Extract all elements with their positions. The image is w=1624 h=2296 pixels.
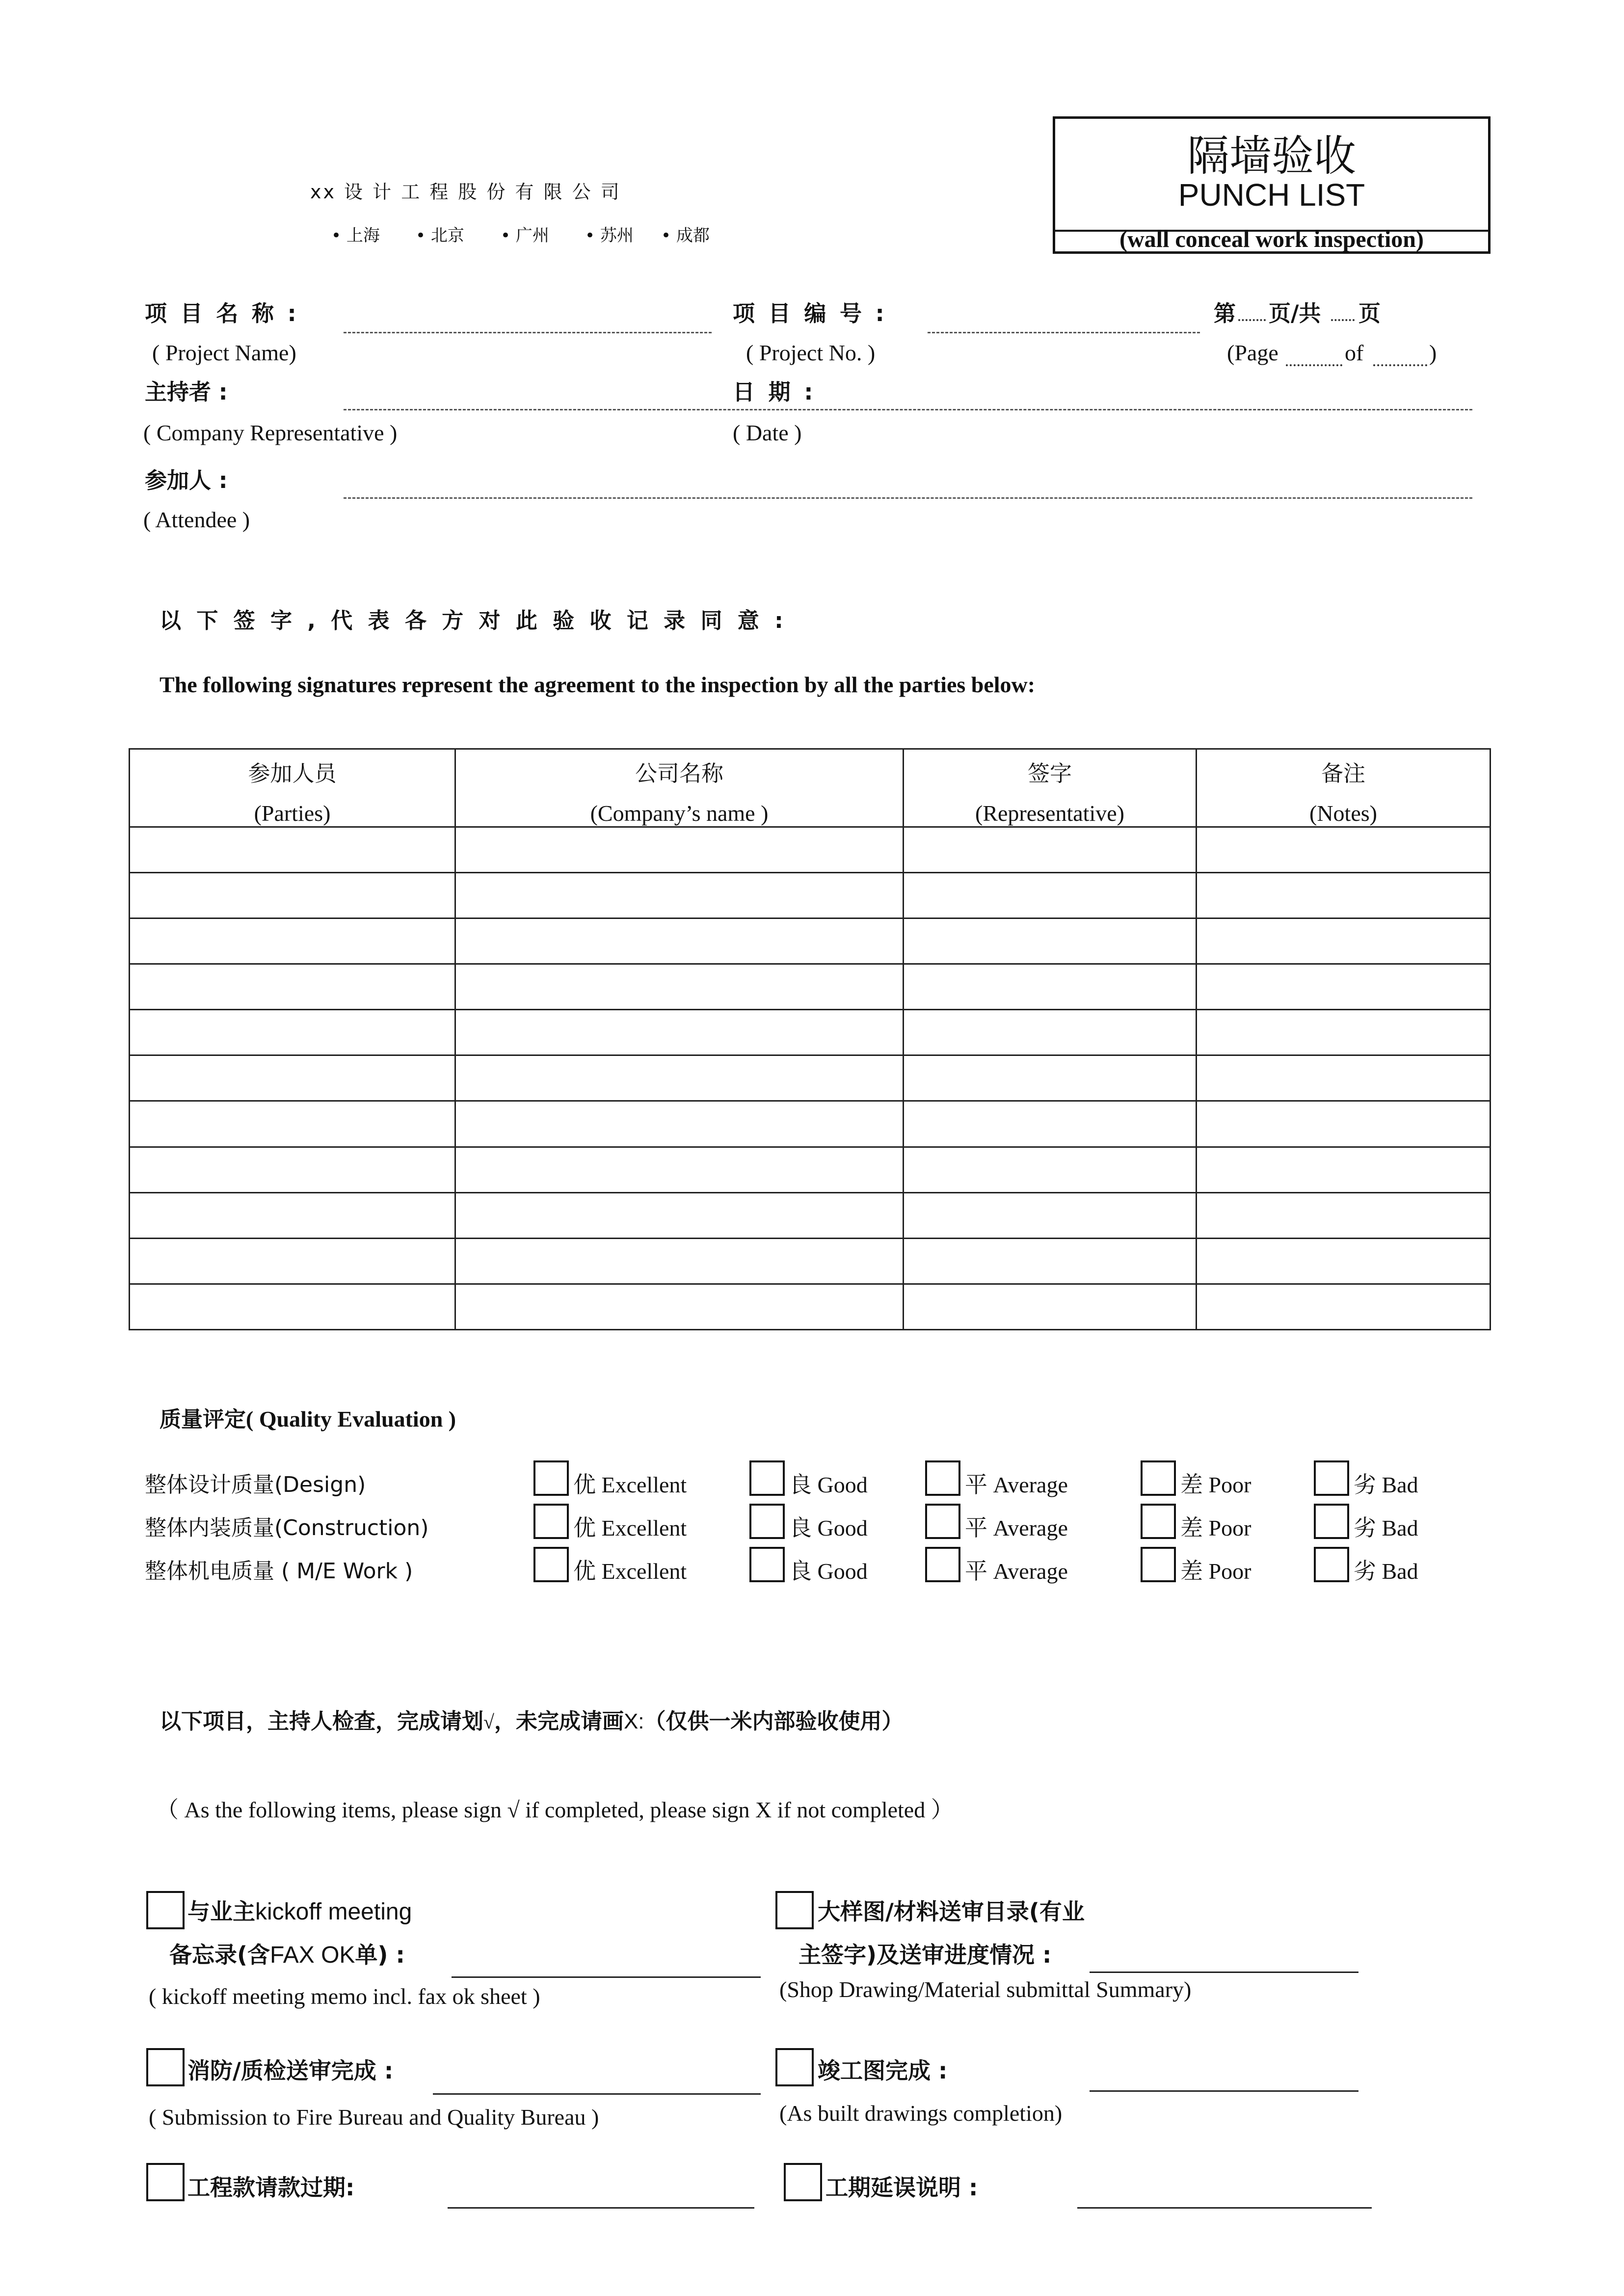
project-name-field[interactable]	[344, 332, 712, 333]
cell-company[interactable]	[455, 1284, 904, 1329]
table-row	[130, 873, 1491, 918]
cell-notes[interactable]	[1197, 1147, 1491, 1192]
cell-notes[interactable]	[1197, 1192, 1491, 1238]
schedule-delay-checkbox[interactable]	[784, 2163, 822, 2201]
option-label: 平 Average	[965, 1514, 1068, 1541]
payment-request-checkbox[interactable]	[146, 2163, 185, 2201]
title-cn: 隔墙验收	[1187, 132, 1356, 181]
city-chengdu: • 成都	[661, 226, 710, 245]
cell-parties[interactable]	[130, 1192, 455, 1238]
cell-parties[interactable]	[130, 1284, 455, 1329]
cell-parties[interactable]	[130, 1101, 455, 1147]
cell-parties[interactable]	[130, 1238, 455, 1284]
cell-notes[interactable]	[1197, 964, 1491, 1010]
design-bad-checkbox[interactable]	[1314, 1460, 1349, 1496]
project-no-label: 项 目 编 号 :	[733, 300, 887, 326]
fire-quality-submission-field[interactable]	[433, 2093, 761, 2095]
page-en-total-field[interactable]	[1373, 364, 1427, 366]
title-en: PUNCH LIST	[1178, 177, 1365, 213]
cell-notes[interactable]	[1197, 1284, 1491, 1329]
kickoff-memo-field[interactable]	[452, 1976, 761, 1978]
shop-drawing-label-line2: 主签字)及送审进度情况 :	[799, 1942, 1052, 1968]
table-row	[130, 1010, 1491, 1055]
cell-notes[interactable]	[1197, 918, 1491, 964]
page-en-number-field[interactable]	[1286, 364, 1342, 366]
fire-quality-submission-en: ( Submission to Fire Bureau and Quality Bureau )	[149, 2105, 599, 2130]
option-label: 劣 Bad	[1354, 1471, 1418, 1498]
option-label: 优 Excellent	[573, 1558, 687, 1584]
host-date-field[interactable]	[344, 409, 1472, 410]
quality-title-en: ( Quality Evaluation )	[246, 1406, 456, 1432]
me-good-checkbox[interactable]	[749, 1547, 785, 1582]
table-row	[130, 1192, 1491, 1238]
cell-representative[interactable]	[904, 1147, 1197, 1192]
option-label: 优 Excellent	[573, 1514, 687, 1541]
cell-company[interactable]	[455, 1101, 904, 1147]
col-company: 公司名称 (Company’s name )	[455, 749, 904, 827]
page-en-3: )	[1429, 340, 1437, 365]
date-label: 日 期 :	[733, 379, 816, 405]
table-row	[130, 827, 1491, 873]
city-suzhou: • 苏州	[585, 226, 634, 245]
cell-company[interactable]	[455, 1192, 904, 1238]
fire-quality-submission-checkbox[interactable]	[146, 2048, 185, 2086]
construction-good-checkbox[interactable]	[749, 1504, 785, 1539]
me-poor-checkbox[interactable]	[1141, 1547, 1176, 1582]
title-subtitle: (wall conceal work inspection)	[1119, 226, 1424, 252]
design-poor-checkbox[interactable]	[1141, 1460, 1176, 1496]
cell-company[interactable]	[455, 827, 904, 873]
cell-notes[interactable]	[1197, 1101, 1491, 1147]
table-row	[130, 1284, 1491, 1329]
signature-table	[129, 748, 1491, 1330]
cell-representative[interactable]	[904, 1101, 1197, 1147]
cell-representative[interactable]	[904, 918, 1197, 964]
cell-representative[interactable]	[904, 964, 1197, 1010]
quality-title-cn: 质量评定	[160, 1407, 246, 1432]
city-guangzhou: • 广州	[501, 226, 549, 245]
attendee-label: 参加人 :	[145, 467, 228, 493]
cell-parties[interactable]	[130, 918, 455, 964]
cell-notes[interactable]	[1197, 873, 1491, 918]
option-label: 优 Excellent	[573, 1471, 687, 1498]
cell-parties[interactable]	[130, 964, 455, 1010]
option-label: 差 Poor	[1180, 1471, 1251, 1498]
kickoff-memo-label-line1: 与业主kickoff meeting	[187, 1898, 412, 1925]
table-header-row	[130, 749, 1491, 827]
option-label: 良 Good	[789, 1471, 868, 1498]
kickoff-memo-checkbox[interactable]	[146, 1891, 185, 1929]
cell-parties[interactable]	[130, 1147, 455, 1192]
project-name-label: 项 目 名 称 :	[145, 300, 299, 326]
title-box	[1053, 116, 1491, 254]
option-label: 差 Poor	[1180, 1558, 1251, 1584]
cell-company[interactable]	[455, 873, 904, 918]
cell-notes[interactable]	[1197, 1055, 1491, 1101]
attendee-field[interactable]	[344, 497, 1472, 499]
as-built-drawings-en: (As built drawings completion)	[779, 2101, 1063, 2126]
shop-drawing-field[interactable]	[1090, 1972, 1358, 1973]
cell-notes[interactable]	[1197, 1238, 1491, 1284]
project-name-en: ( Project Name)	[152, 340, 296, 365]
cell-parties[interactable]	[130, 827, 455, 873]
quality-row-label: 整体设计质量(Design)	[145, 1472, 366, 1497]
me-excellent-checkbox[interactable]	[533, 1547, 569, 1582]
quality-row-label: 整体机电质量 ( M/E Work )	[145, 1559, 413, 1584]
page-label-3: 页	[1358, 300, 1381, 326]
table-row	[130, 1147, 1491, 1192]
kickoff-memo-label-line2: 备忘录(含FAX OK单) :	[169, 1942, 405, 1968]
cell-company[interactable]	[455, 918, 904, 964]
cell-parties[interactable]	[130, 1010, 455, 1055]
as-built-drawings-checkbox[interactable]	[775, 2048, 814, 2086]
shop-drawing-checkbox[interactable]	[775, 1891, 814, 1929]
cell-representative[interactable]	[904, 1192, 1197, 1238]
page-total-field[interactable]	[1331, 319, 1355, 321]
kickoff-memo-en: ( kickoff meeting memo incl. fax ok sheet )	[149, 1984, 540, 2009]
quality-title	[160, 1402, 456, 1433]
cell-representative[interactable]	[904, 1284, 1197, 1329]
construction-bad-checkbox[interactable]	[1314, 1504, 1349, 1539]
option-label: 良 Good	[789, 1514, 868, 1541]
table-row	[130, 918, 1491, 964]
signature-statement-cn: 以 下 签 字 , 代 表 各 方 对 此 验 收 记 录 同 意 :	[160, 608, 787, 633]
payment-request-field[interactable]	[448, 2207, 754, 2209]
host-en: ( Company Representative )	[143, 420, 398, 445]
me-average-checkbox[interactable]	[925, 1547, 960, 1582]
schedule-delay-field[interactable]	[1077, 2207, 1372, 2209]
checklist-instruction-cn: 以下项目，主持人检查，完成请划√，未完成请画X:（仅供一米内部验收使用）	[160, 1709, 904, 1734]
design-excellent-checkbox[interactable]	[533, 1460, 569, 1496]
host-label: 主持者 :	[145, 379, 228, 405]
cell-company[interactable]	[455, 964, 904, 1010]
cell-company[interactable]	[455, 1010, 904, 1055]
page-label-1: 第	[1214, 300, 1236, 326]
page-number-field[interactable]	[1238, 319, 1266, 321]
table-row	[130, 1101, 1491, 1147]
cell-representative[interactable]	[904, 1238, 1197, 1284]
cell-representative[interactable]	[904, 827, 1197, 873]
city-shanghai: • 上海	[331, 226, 380, 245]
project-no-en: ( Project No. )	[746, 340, 876, 365]
option-label: 劣 Bad	[1354, 1514, 1418, 1541]
cell-notes[interactable]	[1197, 1010, 1491, 1055]
option-label: 平 Average	[965, 1558, 1068, 1584]
cell-representative[interactable]	[904, 1010, 1197, 1055]
payment-request-label: 工程款请款过期:	[187, 2174, 355, 2201]
col-notes: 备注 (Notes)	[1197, 749, 1491, 827]
cell-company[interactable]	[455, 1147, 904, 1192]
city-beijing: • 北京	[416, 226, 464, 245]
cell-representative[interactable]	[904, 873, 1197, 918]
me-bad-checkbox[interactable]	[1314, 1547, 1349, 1582]
construction-excellent-checkbox[interactable]	[533, 1504, 569, 1539]
table-row	[130, 964, 1491, 1010]
table-row	[130, 1238, 1491, 1284]
attendee-en: ( Attendee )	[143, 507, 250, 532]
option-label: 差 Poor	[1180, 1514, 1251, 1541]
fire-quality-submission-label: 消防/质检送审完成 :	[187, 2057, 394, 2084]
shop-drawing-en: (Shop Drawing/Material submittal Summary)	[779, 1977, 1192, 2002]
construction-average-checkbox[interactable]	[925, 1504, 960, 1539]
design-good-checkbox[interactable]	[749, 1460, 785, 1496]
cell-notes[interactable]	[1197, 827, 1491, 873]
table-row	[130, 1055, 1491, 1101]
option-label: 劣 Bad	[1354, 1558, 1418, 1584]
col-representative: 签字 (Representative)	[904, 749, 1197, 827]
option-label: 良 Good	[789, 1558, 868, 1584]
cell-parties[interactable]	[130, 873, 455, 918]
signature-statement-en: The following signatures represent the agreement to the inspection by all the parties below:	[160, 672, 1036, 697]
page-label-2: 页/共	[1269, 300, 1321, 326]
page-en-2: of	[1345, 340, 1364, 365]
quality-row-label: 整体内装质量(Construction)	[145, 1515, 429, 1540]
schedule-delay-label: 工期延误说明 :	[825, 2174, 978, 2201]
checklist-instruction-en: （ As the following items, please sign √ if completed, please sign X if not completed ）	[156, 1797, 954, 1822]
option-label: 平 Average	[965, 1471, 1068, 1498]
company-name: xx 设 计 工 程 股 份 有 限 公 司	[310, 181, 621, 203]
cell-company[interactable]	[455, 1238, 904, 1284]
shop-drawing-label-line1: 大样图/材料送审目录(有业	[818, 1898, 1085, 1925]
date-en: ( Date )	[733, 420, 802, 445]
construction-poor-checkbox[interactable]	[1141, 1504, 1176, 1539]
as-built-drawings-label: 竣工图完成 :	[818, 2057, 948, 2084]
col-parties: 参加人员 (Parties)	[130, 749, 455, 827]
cell-company[interactable]	[455, 1055, 904, 1101]
cell-representative[interactable]	[904, 1055, 1197, 1101]
design-average-checkbox[interactable]	[925, 1460, 960, 1496]
page-en-1: (Page	[1227, 340, 1278, 365]
project-no-field[interactable]	[928, 332, 1200, 333]
as-built-drawings-field[interactable]	[1090, 2090, 1358, 2092]
cell-parties[interactable]	[130, 1055, 455, 1101]
